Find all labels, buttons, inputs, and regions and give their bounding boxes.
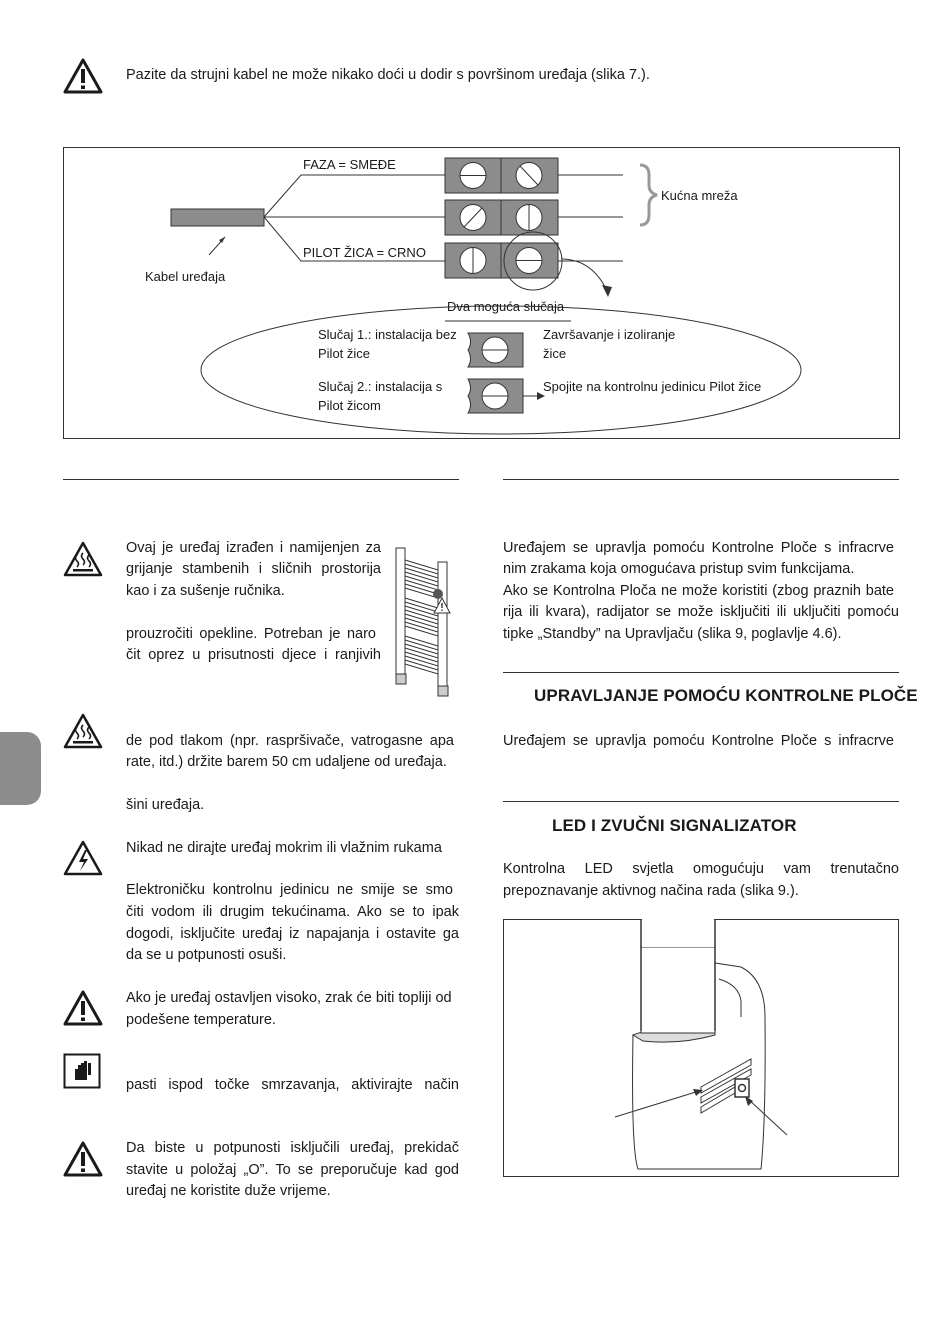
left-p9-line2: stavite u položaj „O”. To se preporučuje kad god (126, 1162, 459, 1178)
cases-ellipse (201, 306, 801, 434)
case2-terminal (468, 379, 545, 413)
left-p9-line1: Da biste u potpunosti isključili uređaj, prekidač (126, 1140, 459, 1156)
case1-result-line1: Završavanje i izoliranje (543, 327, 676, 342)
left-p6-line3: dogodi, isključite uređaj iz napajanja i ostavite ga (126, 926, 459, 942)
case1-label-line2: Pilot žice (318, 346, 371, 361)
heading-control-panel: UPRAVLJANJE POMOĆU KONTROLNE PLOČE (534, 686, 918, 705)
hot-surface-icon (63, 541, 103, 577)
right-p1-line5: tipke „Standby” na Upravljaču (slika 9, poglavlje 4.6). (503, 626, 842, 642)
chapter-side-tab (0, 732, 41, 805)
wiring-diagram (63, 147, 900, 439)
right-rule-3 (503, 801, 899, 802)
warning-triangle-icon (63, 58, 103, 94)
right-rule-2 (503, 672, 899, 673)
left-p2-line2: čit oprez u prisutnosti djece i ranjivih (126, 647, 381, 663)
radiator-illustration (392, 546, 454, 698)
left-p8: pasti ispod točke smrzavanja, aktivirajte način (126, 1077, 459, 1093)
left-p3-line1: de pod tlakom (npr. raspršivače, vatrogasne apa (126, 733, 454, 749)
left-p6-line1: Elektroničku kontrolnu jedinicu ne smije se smo (126, 882, 453, 898)
control-unit-illustration (503, 919, 899, 1177)
right-p1-line1: Uređajem se upravlja pomoću Kontrolne Ploče s infracrve (503, 540, 894, 556)
right-p2: Uređajem se upravlja pomoću Kontrolne Ploče s infracrve (503, 733, 894, 749)
case2-label-line2: Pilot žicom (318, 398, 381, 413)
device-cable (171, 209, 264, 226)
right-p1-line3: Ako se Kontrolna Ploča ne može koristiti (zbog praznih bate (503, 583, 894, 599)
left-p1-line3: kao i za sušenje ručnika. (126, 583, 285, 599)
mains-label: Kućna mreža (661, 188, 738, 203)
warning-triangle-icon (63, 1141, 103, 1177)
hand-icon (63, 1053, 101, 1089)
case2-result: Spojite na kontrolnu jedinicu Pilot žice (543, 379, 762, 394)
left-p9-line3: uređaj ne koristite duže vrijeme. (126, 1183, 331, 1199)
pilot-label: PILOT ŽICA = CRNO (303, 245, 426, 260)
left-p1-line2: grijanje stambenih i sličnih prostorija (126, 561, 381, 577)
right-p1-line2: nim zrakama koja omogućava pristup svim funkcijama. (503, 561, 855, 577)
left-p7-line1: Ako je uređaj ostavljen visoko, zrak će biti topliji od (126, 990, 452, 1006)
left-section-rule (63, 479, 459, 480)
warning-triangle-icon (63, 990, 103, 1026)
terminal-block-3 (445, 243, 558, 278)
terminal-block-1 (445, 158, 558, 193)
cases-title: Dva moguća slučaja (447, 299, 565, 314)
left-p6-line2: čiti vodom ili drugim tekućinama. Ako se to ipak (126, 904, 459, 920)
terminal-block-2 (445, 200, 558, 235)
left-p5: Nikad ne dirajte uređaj mokrim ili vlažnim rukama (126, 840, 442, 856)
case1-label-line1: Slučaj 1.: instalacija bez (318, 327, 457, 342)
left-p6-line4: da se u potpunosti osuši. (126, 947, 287, 963)
left-p7-line2: podešene temperature. (126, 1012, 276, 1028)
left-p3-line2: rate, itd.) držite barem 50 cm udaljene od uređaja. (126, 754, 447, 770)
case1-result-line2: žice (543, 346, 567, 361)
faza-wire (264, 175, 445, 217)
left-p1-line1: Ovaj je uređaj izrađen i namijenjen za (126, 540, 381, 556)
heading-led-signal: LED I ZVUČNI SIGNALIZATOR (552, 816, 797, 835)
highlight-arrow (561, 259, 608, 293)
left-p4: šini uređaja. (126, 797, 205, 813)
right-p3-line2: prepoznavanje aktivnog načina rada (slika 9.). (503, 883, 799, 899)
right-section-rule (503, 479, 899, 480)
top-warning-text: Pazite da strujni kabel ne može nikako doći u dodir s površinom uređaja (slika 7.). (126, 67, 650, 83)
faza-label: FAZA = SMEĐE (303, 157, 396, 172)
electric-shock-icon (63, 840, 103, 876)
right-p1-line4: rija ili kvara), radijator se može isključiti ili uključiti pomoću (503, 604, 899, 620)
case2-label-line1: Slučaj 2.: instalacija s (318, 379, 443, 394)
hot-surface-icon (63, 713, 103, 749)
case1-terminal (468, 333, 523, 367)
left-p2-line1: prouzročiti opekline. Potreban je naro (126, 626, 376, 642)
right-p3-line1: Kontrolna LED svjetla omogućuju vam trenutačno (503, 861, 899, 877)
mains-brace (640, 165, 657, 225)
cable-label: Kabel uređaja (145, 269, 226, 284)
